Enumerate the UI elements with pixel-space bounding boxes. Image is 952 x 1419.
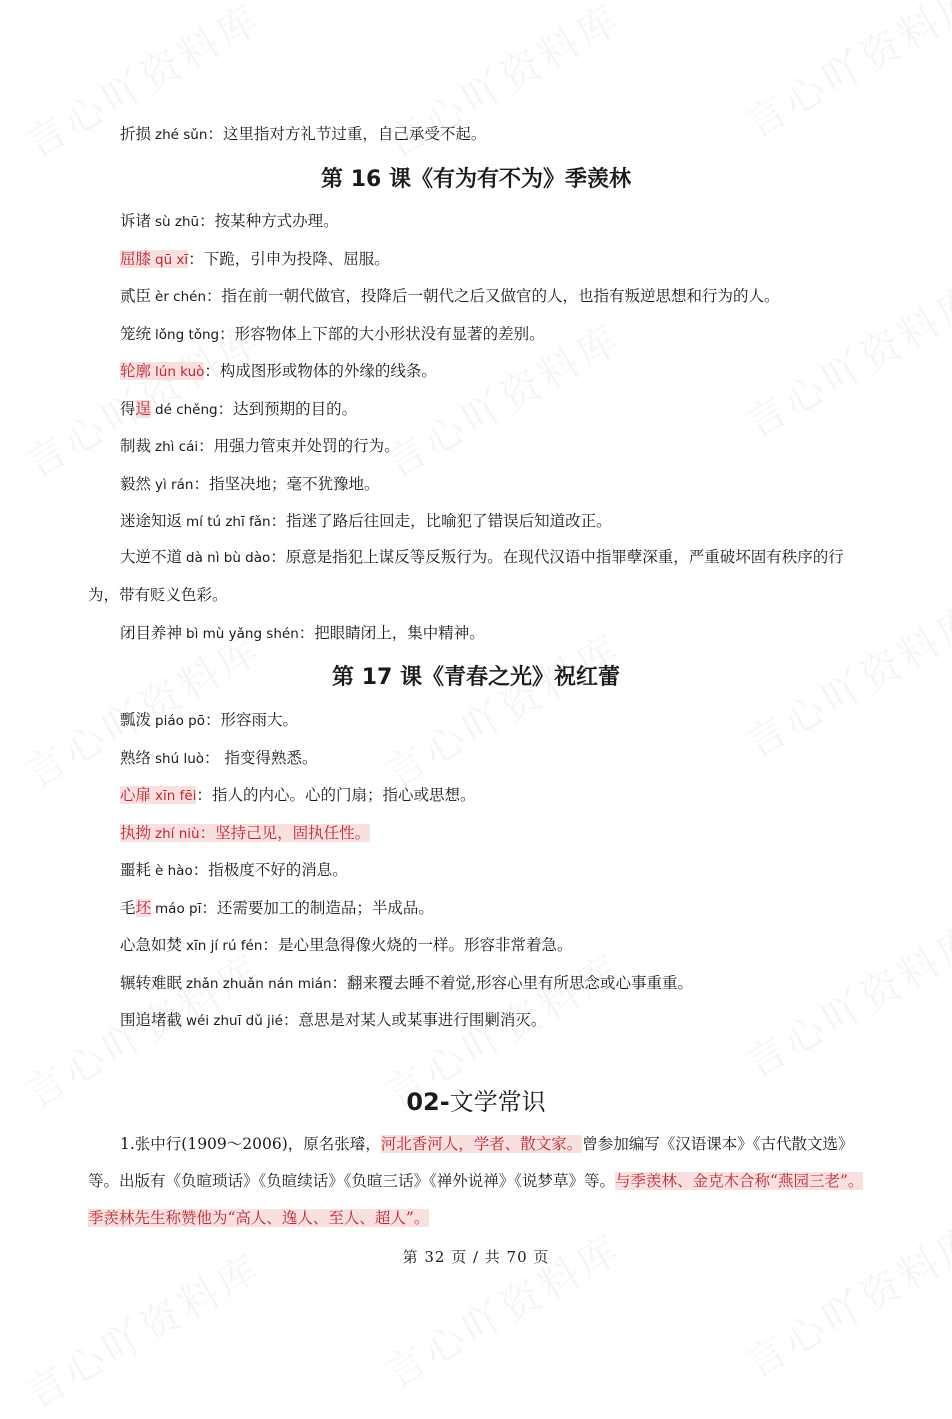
vocab-entry: 熟络 shú luò： 指变得熟悉。 <box>120 748 318 767</box>
entry-zhesun: 折损 zhé sǔn：这里指对方礼节过重，自己承受不起。 <box>120 125 487 143</box>
vocab-entry: 得逞 dé chěng：达到预期的目的。 <box>120 399 358 418</box>
vocab-entry: 贰臣 èr chén：指在前一朝代做官，投降后一朝代之后又做官的人，也指有叛逆思想和行为的人。 <box>120 287 780 305</box>
vocab-entry: 噩耗 è hào：指极度不好的消息。 <box>120 861 348 879</box>
entry-bimuyangshen: 闭目养神 bì mù yǎng shén：把眼睛闭上，集中精神。 <box>120 624 485 642</box>
vocab-entry: 制裁 zhì cái：用强力管束并处罚的行为。 <box>120 437 400 455</box>
vocab-entry: 诉诸 sù zhū：按某种方式办理。 <box>120 212 339 230</box>
vocab-entry: 迷途知返 mí tú zhī fǎn：指迷了路后往回走，比喻犯了错误后知道改正。 <box>120 512 612 530</box>
vocab-entry: 心扉 xīn fēi：指人的内心。心的门扇；指心或思想。 <box>120 786 476 804</box>
lesson16-title: 第 16 课《有为有不为》季羡林 <box>321 167 631 192</box>
lesson17-title: 第 17 课《青春之光》祝红蕾 <box>332 665 620 690</box>
vocab-entry: 笼统 lǒng tǒng：形容物体上下部的大小形状没有显著的差别。 <box>120 324 545 343</box>
vocab-entry: 毅然 yì rán：指坚决地；毫不犹豫地。 <box>120 474 380 493</box>
watermark-text <box>13 618 270 799</box>
vocab-entry: 执拗 zhí niù：坚持己见，固执任性。 <box>120 823 371 842</box>
vocab-entry: 毛坯 máo pī：还需要加工的制造品；半成品。 <box>120 898 434 917</box>
vocab-entry: 心急如焚 xīn jí rú fén：是心里急得像火烧的一样。形容非常着急。 <box>120 936 573 954</box>
entry-danibudao: 大逆不道 dà nì bù dào：原意是指犯上谋反等反叛行为。在现代汉语中指罪孽深重，严重破坏固有秩序的行为，带有贬义色彩。 <box>88 548 844 604</box>
vocab-entry: 瓢泼 piáo pō：形容雨大。 <box>120 711 299 729</box>
watermark-text <box>373 618 630 799</box>
vocab-entry: 轮廓 lún kuò：构成图形或物体的外缘的线条。 <box>120 362 437 380</box>
literature-paragraph: 1.张中行(1909～2006)，原名张璿，河北香河人，学者、散文家。曾参加编写《汉语课本》《古代散文选》等。出版有《负暄琐话》《负暄续话》《负暄三话》《禅外说禅》《说梦草》等。与季羡林、金克木合称“燕园三老”。季羡林先生称赞他为“高人、逸人、至人、超人”。 <box>88 1135 864 1227</box>
vocab-entry: 屈膝 qū xī：下跪，引申为投降、屈服。 <box>120 249 390 268</box>
watermark-text <box>733 0 952 149</box>
vocab-entry: 辗转难眠 zhǎn zhuǎn nán mián：翻来覆去睡不着觉,形容心里有所思念或心事重重。 <box>120 973 693 992</box>
watermark-text <box>733 908 952 1089</box>
vocab-entry: 围追堵截 wéi zhuī dǔ jié：意思是对某人或某事进行围剿消灭。 <box>120 1011 547 1029</box>
section-title: 02-文学常识 <box>406 1088 546 1116</box>
page-footer: 第 32 页 / 共 70 页 <box>402 1248 550 1266</box>
